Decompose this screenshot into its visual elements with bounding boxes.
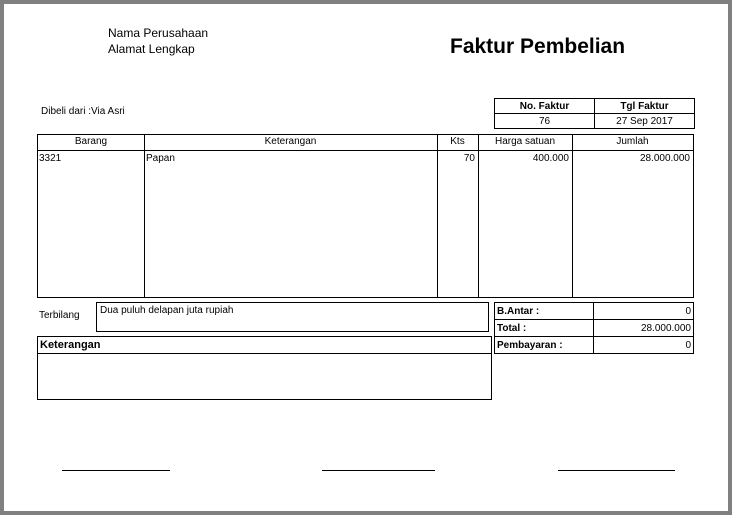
row-keterangan: Papan xyxy=(146,153,175,164)
company-address: Alamat Lengkap xyxy=(108,42,195,56)
signature-line xyxy=(558,470,675,471)
column-divider xyxy=(144,135,145,297)
header-jumlah: Jumlah xyxy=(616,136,649,147)
invoice-date-label: Tgl Faktur xyxy=(595,99,695,114)
items-table xyxy=(37,134,694,298)
row-barang: 3321 xyxy=(39,153,62,164)
keterangan-label: Keterangan xyxy=(38,337,491,354)
pembayaran-label: Pembayaran : xyxy=(495,337,594,354)
invoice-number-value: 76 xyxy=(495,114,595,129)
buyer-label: Dibeli dari : xyxy=(41,106,92,117)
keterangan-box xyxy=(37,336,492,400)
buyer-name: Via Asri xyxy=(91,106,125,117)
totals-table xyxy=(494,302,694,354)
b-antar-label: B.Antar : xyxy=(495,303,594,320)
invoice-number-label: No. Faktur xyxy=(495,99,595,114)
terbilang-label: Terbilang xyxy=(39,310,80,321)
row-kts: 70 xyxy=(463,153,475,164)
b-antar-value: 0 xyxy=(594,303,694,320)
header-harga-satuan: Harga satuan xyxy=(494,136,556,147)
terbilang-text: Dua puluh delapan juta rupiah xyxy=(100,305,234,316)
invoice-date-value: 27 Sep 2017 xyxy=(595,114,695,129)
buyer-line xyxy=(41,106,125,117)
header-barang: Barang xyxy=(74,136,108,147)
pembayaran-value: 0 xyxy=(594,337,694,354)
total-value: 28.000.000 xyxy=(594,320,694,337)
signature-line xyxy=(322,470,435,471)
terbilang-box xyxy=(96,302,489,332)
company-name: Nama Perusahaan xyxy=(108,26,209,40)
header-divider xyxy=(38,150,693,151)
invoice-sheet xyxy=(4,4,728,511)
header-keterangan: Keterangan xyxy=(264,136,317,147)
row-jumlah: 28.000.000 xyxy=(639,153,690,164)
total-label: Total : xyxy=(495,320,594,337)
signature-line xyxy=(62,470,170,471)
invoice-number-date-table xyxy=(494,98,695,129)
header-kts: Kts xyxy=(450,136,465,147)
row-harga: 400.000 xyxy=(532,153,569,164)
invoice-title: Faktur Pembelian xyxy=(450,35,626,58)
